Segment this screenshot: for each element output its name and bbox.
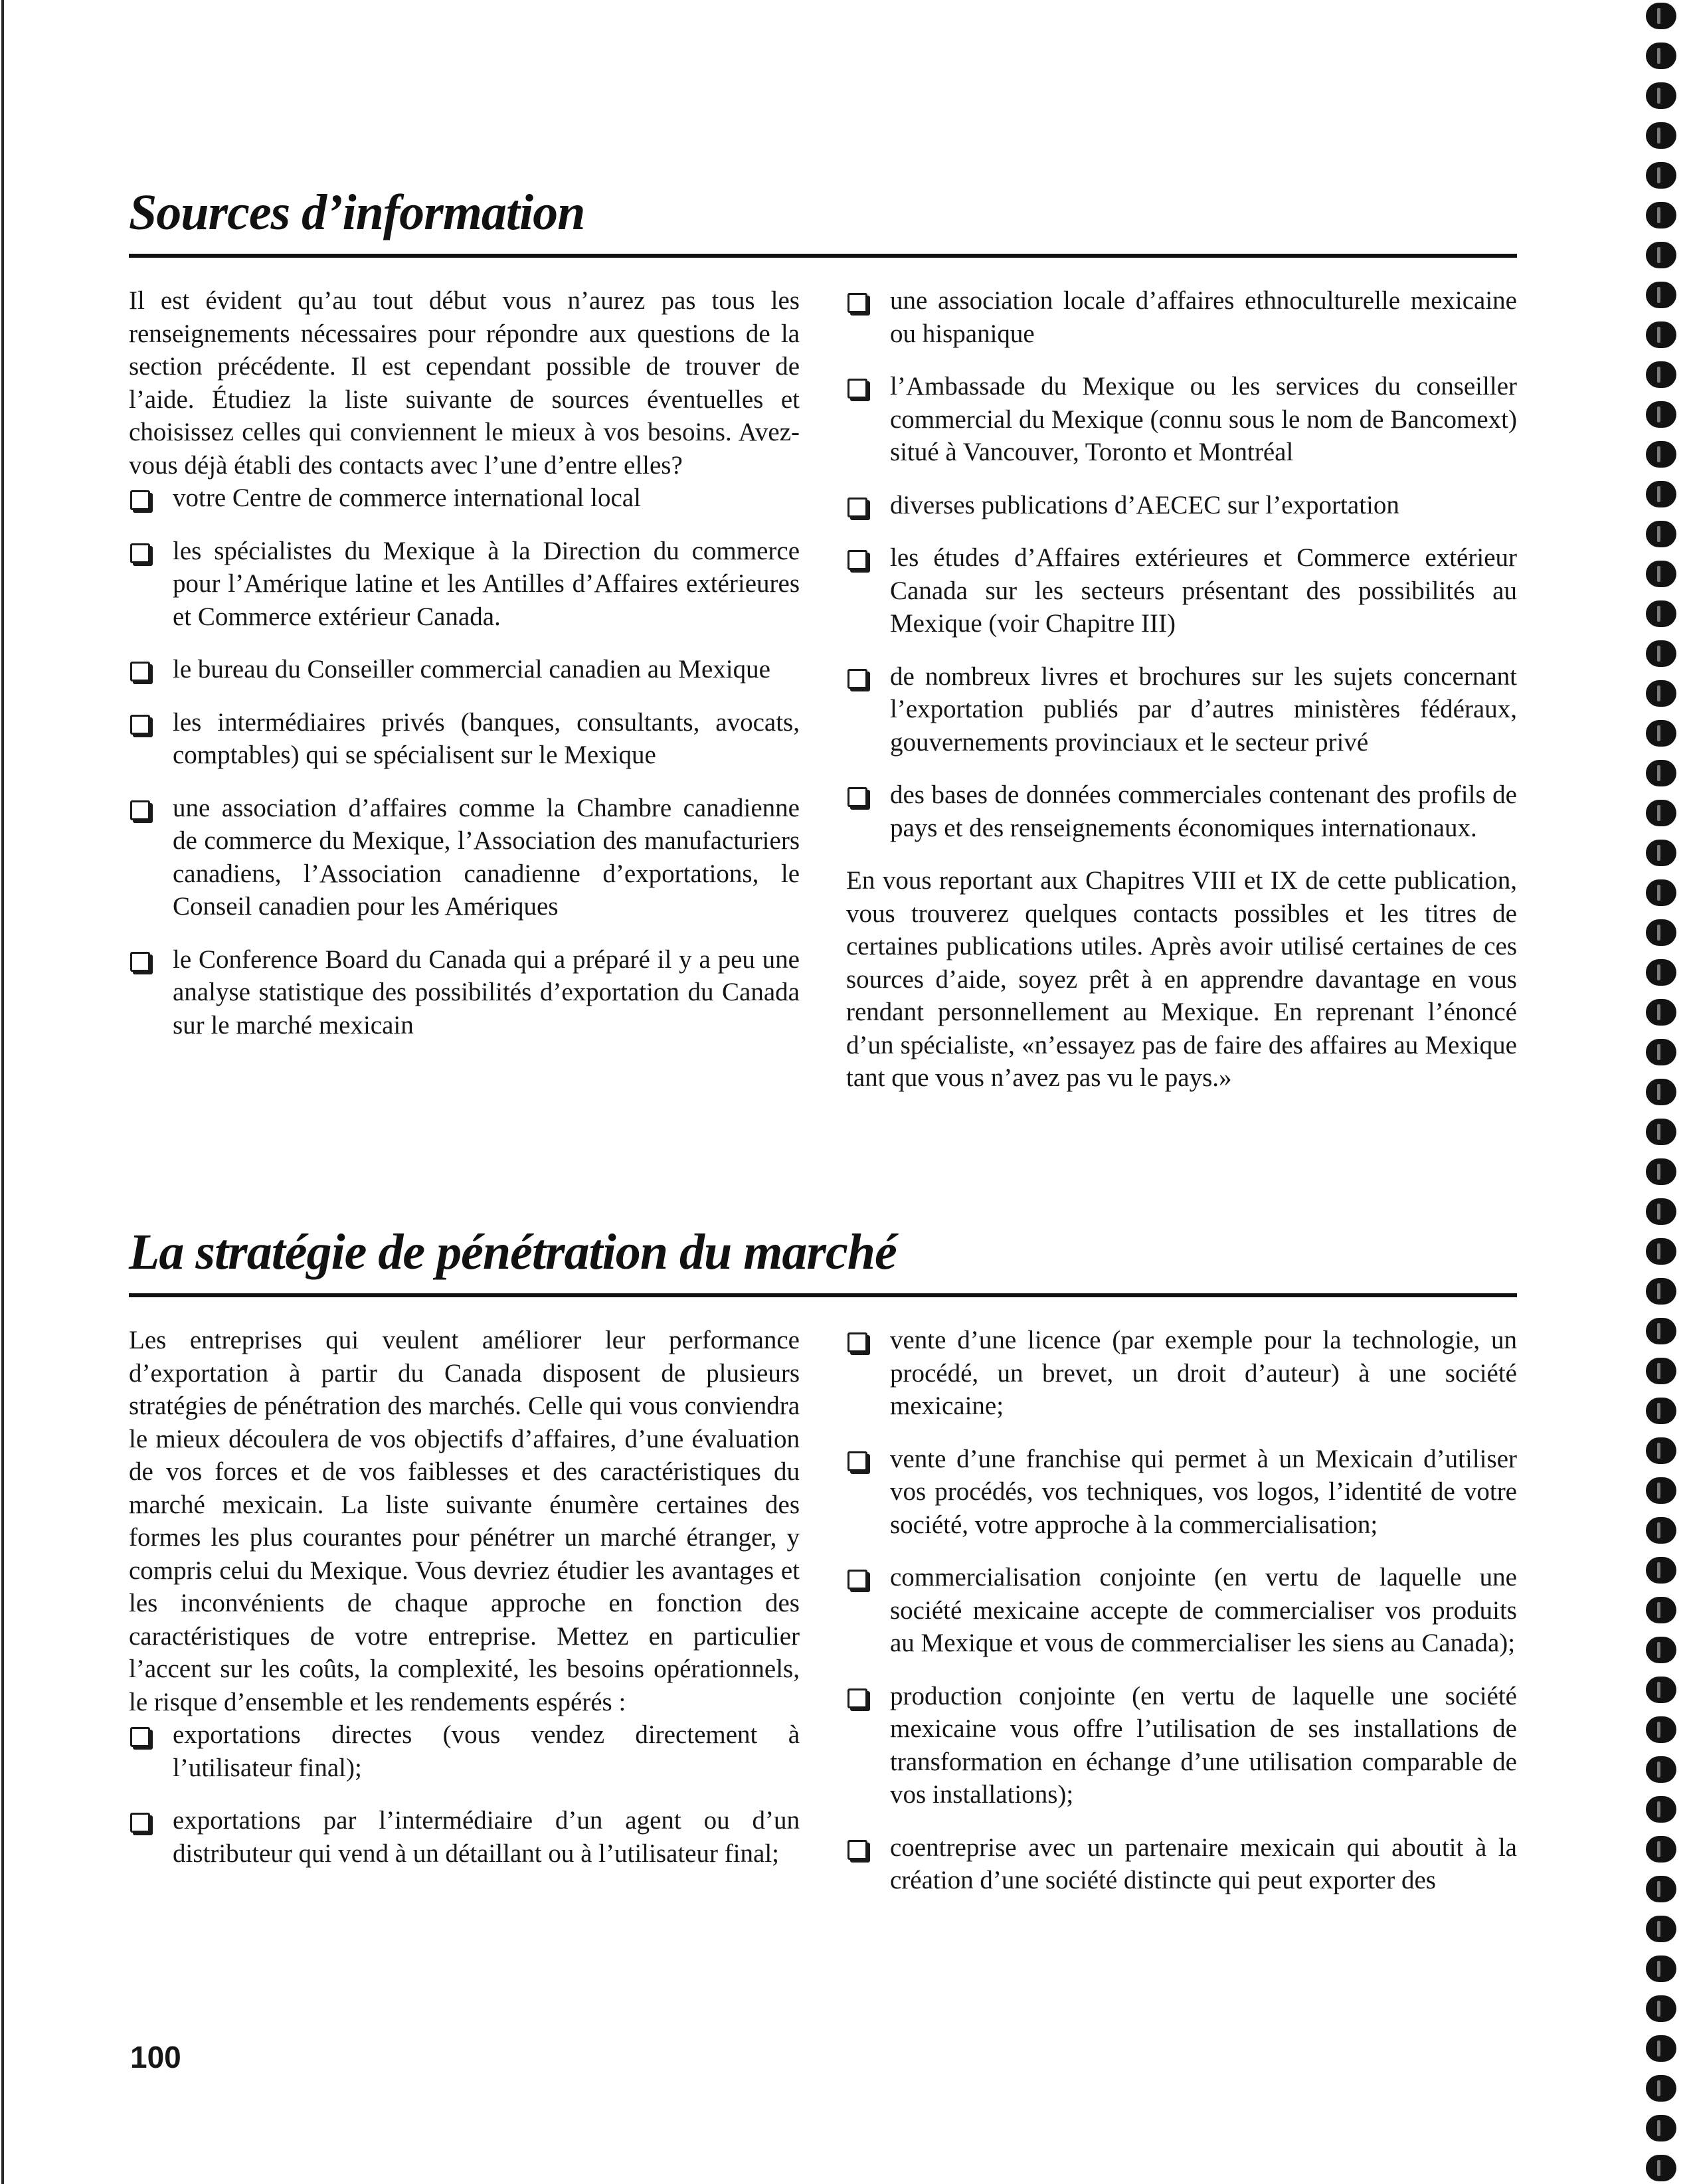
binding-hole-icon <box>1646 282 1676 308</box>
binding-hole-icon <box>1646 2155 1676 2181</box>
list-item-text: production conjointe (en vertu de laquelle une société mexicaine vous offre l’utilisation de ses installations de transformation en échange d’une utilisation comparable de vos installations); <box>890 1681 1517 1809</box>
checklist <box>129 1718 800 1870</box>
list-item-text: coentreprise avec un partenaire mexicain qui aboutit à la création d’une société distincte qui peut exporter des <box>890 1833 1517 1894</box>
binding-hole-icon <box>1646 1358 1676 1384</box>
binding-hole-icon <box>1646 1238 1676 1265</box>
list-item <box>846 370 1517 469</box>
list-item <box>846 1443 1517 1542</box>
binding-hole-icon <box>1646 999 1676 1026</box>
checkbox-icon <box>130 1813 150 1833</box>
checkbox-icon <box>847 787 867 807</box>
list-item <box>846 1324 1517 1423</box>
checkbox-icon <box>847 1332 867 1352</box>
binding-hole-icon <box>1646 1079 1676 1105</box>
binding-hole-icon <box>1646 1198 1676 1225</box>
list-item <box>846 1831 1517 1897</box>
list-item-text: des bases de données commerciales contenant des profils de pays et des renseignements économiques internationaux. <box>890 780 1517 842</box>
binding-hole-icon <box>1646 800 1676 826</box>
binding-hole-icon <box>1646 1916 1676 1942</box>
binding-hole-icon <box>1646 1677 1676 1703</box>
list-item-text: diverses publications d’AECEC sur l’exportation <box>890 490 1399 519</box>
binding-hole-icon <box>1646 720 1676 747</box>
binding-hole-icon <box>1646 1437 1676 1464</box>
checkbox-icon <box>130 490 150 510</box>
binding-hole-icon <box>1646 919 1676 946</box>
binding-hole-icon <box>1646 242 1676 268</box>
heading-rule <box>129 1293 1517 1297</box>
binding-hole-icon <box>1646 1637 1676 1663</box>
checkbox-icon <box>130 800 150 820</box>
binding-hole-icon <box>1646 401 1676 428</box>
binding-hole-icon <box>1646 43 1676 69</box>
binding-hole-icon <box>1646 561 1676 587</box>
checkbox-icon <box>847 550 867 570</box>
list-item-text: les études d’Affaires extérieures et Commerce extérieur Canada sur les secteurs présentant des possibilités au Mexique (voir Chapitre III) <box>890 543 1517 638</box>
binding-hole-icon <box>1646 879 1676 906</box>
checkbox-icon <box>130 1727 150 1747</box>
list-item <box>846 778 1517 844</box>
checkbox-icon <box>847 669 867 689</box>
binding-hole-icon <box>1646 959 1676 986</box>
list-item <box>846 1561 1517 1660</box>
right-column <box>846 1324 1517 1917</box>
spiral-binding <box>1646 0 1686 2184</box>
list-item-text: exportations directes (vous vendez directement à l’utilisateur final); <box>173 1720 800 1782</box>
list-item-text: votre Centre de commerce international local <box>173 484 641 512</box>
binding-hole-icon <box>1646 202 1676 228</box>
closing-paragraph: En vous reportant aux Chapitres VIII et IX de cette publication, vous trouverez quelques contacts possibles et les titres de certaines publications utiles. Après avoir utilisé certaines de ces sources d’aide, soyez prêt à en apprendre davantage en vous rendant personnellement au Mexique. En reprenant l’énoncé d’un spécialiste, «n’essayez pas de faire des affaires au Mexique tant que vous n’avez pas vu le pays.» <box>846 866 1517 1092</box>
list-item-text: une association locale d’affaires ethnoculturelle mexicaine ou hispanique <box>890 286 1517 348</box>
list-item <box>846 1680 1517 1811</box>
scan-left-edge <box>1 0 4 2184</box>
checkbox-icon <box>847 1688 867 1708</box>
binding-hole-icon <box>1646 441 1676 468</box>
binding-hole-icon <box>1646 1756 1676 1783</box>
binding-hole-icon <box>1646 1876 1676 1902</box>
binding-hole-icon <box>1646 1158 1676 1185</box>
binding-hole-icon <box>1646 82 1676 109</box>
binding-hole-icon <box>1646 1716 1676 1743</box>
binding-hole-icon <box>1646 1119 1676 1145</box>
list-item-text: commercialisation conjointe (en vertu de laquelle une société mexicaine accepte de commercialiser vos produits au Mexique et vous de commercialiser les siens au Canada); <box>890 1563 1517 1657</box>
binding-hole-icon <box>1646 122 1676 149</box>
binding-hole-icon <box>1646 1796 1676 1823</box>
section-market-strategy <box>129 1219 1517 1894</box>
intro-paragraph: Il est évident qu’au tout début vous n’aurez pas tous les renseignements nécessaires pour répondre aux questions de la section précédente. Il est cependant possible de trouver de l’aide. Étudiez la liste suivante de sources éventuelles et choisissez celles qui conviennent le mieux à vos besoins. Avez-vous déjà établi des contacts avec l’une d’entre elles? <box>129 286 800 480</box>
checkbox-icon <box>130 662 150 682</box>
binding-hole-icon <box>1646 1597 1676 1623</box>
list-item-text: de nombreux livres et brochures sur les sujets concernant l’exportation publiés par d’autres ministères fédéraux, gouvernements provinciaux et le secteur privé <box>890 662 1517 757</box>
section-heading: Sources d’information <box>129 185 585 240</box>
list-item-text: les intermédiaires privés (banques, consultants, avocats, comptables) qui se spécialisent sur le Mexique <box>173 707 800 769</box>
binding-hole-icon <box>1646 600 1676 627</box>
binding-hole-icon <box>1646 2035 1676 2062</box>
section-sources <box>129 179 1517 1092</box>
list-item-text: une association d’affaires comme la Chambre canadienne de commerce du Mexique, l’Association des manufacturiers canadiens, l’Association canadienne d’exportations, le Conseil canadien pour les Amériques <box>173 793 800 921</box>
binding-hole-icon <box>1646 640 1676 667</box>
checkbox-icon <box>130 952 150 972</box>
list-item-text: les spécialistes du Mexique à la Direction du commerce pour l’Amérique latine et les Antilles d’Affaires extérieures et Commerce extérieur Canada. <box>173 536 800 631</box>
binding-hole-icon <box>1646 1557 1676 1584</box>
list-item <box>846 489 1517 522</box>
list-item <box>129 706 800 772</box>
list-item <box>846 660 1517 759</box>
list-item-text: vente d’une licence (par exemple pour la technologie, un procédé, un brevet, un droit d’auteur) à une société mexicaine; <box>890 1326 1517 1420</box>
checklist <box>846 1324 1517 1897</box>
page-number: 100 <box>130 2040 181 2074</box>
binding-hole-icon <box>1646 2115 1676 2141</box>
binding-hole-icon <box>1646 481 1676 507</box>
checkbox-icon <box>847 1570 867 1590</box>
list-item-text: exportations par l’intermédiaire d’un agent ou d’un distributeur qui vend à un détaillant ou à l’utilisateur final; <box>173 1806 800 1868</box>
binding-hole-icon <box>1646 680 1676 707</box>
list-item <box>846 284 1517 350</box>
binding-hole-icon <box>1646 1995 1676 2022</box>
checkbox-icon <box>847 379 867 399</box>
binding-hole-icon <box>1646 162 1676 189</box>
right-column <box>846 284 1517 1095</box>
binding-hole-icon <box>1646 521 1676 547</box>
list-item <box>129 1718 800 1784</box>
checklist <box>129 482 800 1042</box>
list-item <box>129 482 800 515</box>
list-item <box>129 1804 800 1870</box>
list-item-text: le Conference Board du Canada qui a préparé il y a peu une analyse statistique des possibilités d’exportation du Canada sur le marché mexicain <box>173 945 800 1040</box>
binding-hole-icon <box>1646 1318 1676 1344</box>
checkbox-icon <box>847 498 867 517</box>
binding-hole-icon <box>1646 1836 1676 1863</box>
binding-hole-icon <box>1646 1517 1676 1544</box>
list-item <box>129 943 800 1042</box>
checklist <box>846 284 1517 844</box>
list-item-text: vente d’une franchise qui permet à un Mexicain d’utiliser vos procédés, vos techniques, vos logos, l’identité de votre société, votre approche à la commercialisation; <box>890 1444 1517 1539</box>
section-heading: La stratégie de pénétration du marché <box>129 1224 897 1280</box>
list-item <box>846 541 1517 640</box>
binding-hole-icon <box>1646 1477 1676 1504</box>
left-column <box>129 1324 800 1890</box>
left-column <box>129 284 800 1061</box>
checkbox-icon <box>847 1451 867 1471</box>
heading-rule <box>129 254 1517 258</box>
binding-hole-icon <box>1646 361 1676 388</box>
binding-hole-icon <box>1646 840 1676 866</box>
list-item-text: l’Ambassade du Mexique ou les services du conseiller commercial du Mexique (connu sous le nom de Bancomext) situé à Vancouver, Toronto et Montréal <box>890 372 1517 466</box>
list-item <box>129 535 800 634</box>
binding-hole-icon <box>1646 2075 1676 2102</box>
binding-hole-icon <box>1646 1398 1676 1424</box>
binding-hole-icon <box>1646 760 1676 786</box>
list-item <box>129 653 800 686</box>
list-item-text: le bureau du Conseiller commercial canadien au Mexique <box>173 655 770 683</box>
checkbox-icon <box>847 293 867 313</box>
binding-hole-icon <box>1646 1039 1676 1065</box>
checkbox-icon <box>130 715 150 735</box>
binding-hole-icon <box>1646 1278 1676 1305</box>
binding-hole-icon <box>1646 321 1676 348</box>
intro-paragraph: Les entreprises qui veulent améliorer leur performance d’exportation à partir du Canada disposent de plusieurs stratégies de pénétration des marchés. Celle qui vous conviendra le mieux découlera de vos objectifs d’affaires, d’une évaluation de vos forces et de vos faiblesses et des caractéristiques du marché mexicain. La liste suivante énumère certaines des formes les plus courantes pour pénétrer un marché étranger, y compris celui du Mexique. Vous devriez étudier les avantages et les inconvénients de chaque approche en fonction des caractéristiques de votre entreprise. Mettez en particulier l’accent sur les coûts, la complexité, les besoins opérationnels, le risque d’ensemble et les rendements espérés : <box>129 1326 800 1716</box>
checkbox-icon <box>130 543 150 563</box>
checkbox-icon <box>847 1840 867 1860</box>
list-item <box>129 792 800 923</box>
binding-hole-icon <box>1646 1956 1676 1982</box>
binding-hole-icon <box>1646 3 1676 29</box>
